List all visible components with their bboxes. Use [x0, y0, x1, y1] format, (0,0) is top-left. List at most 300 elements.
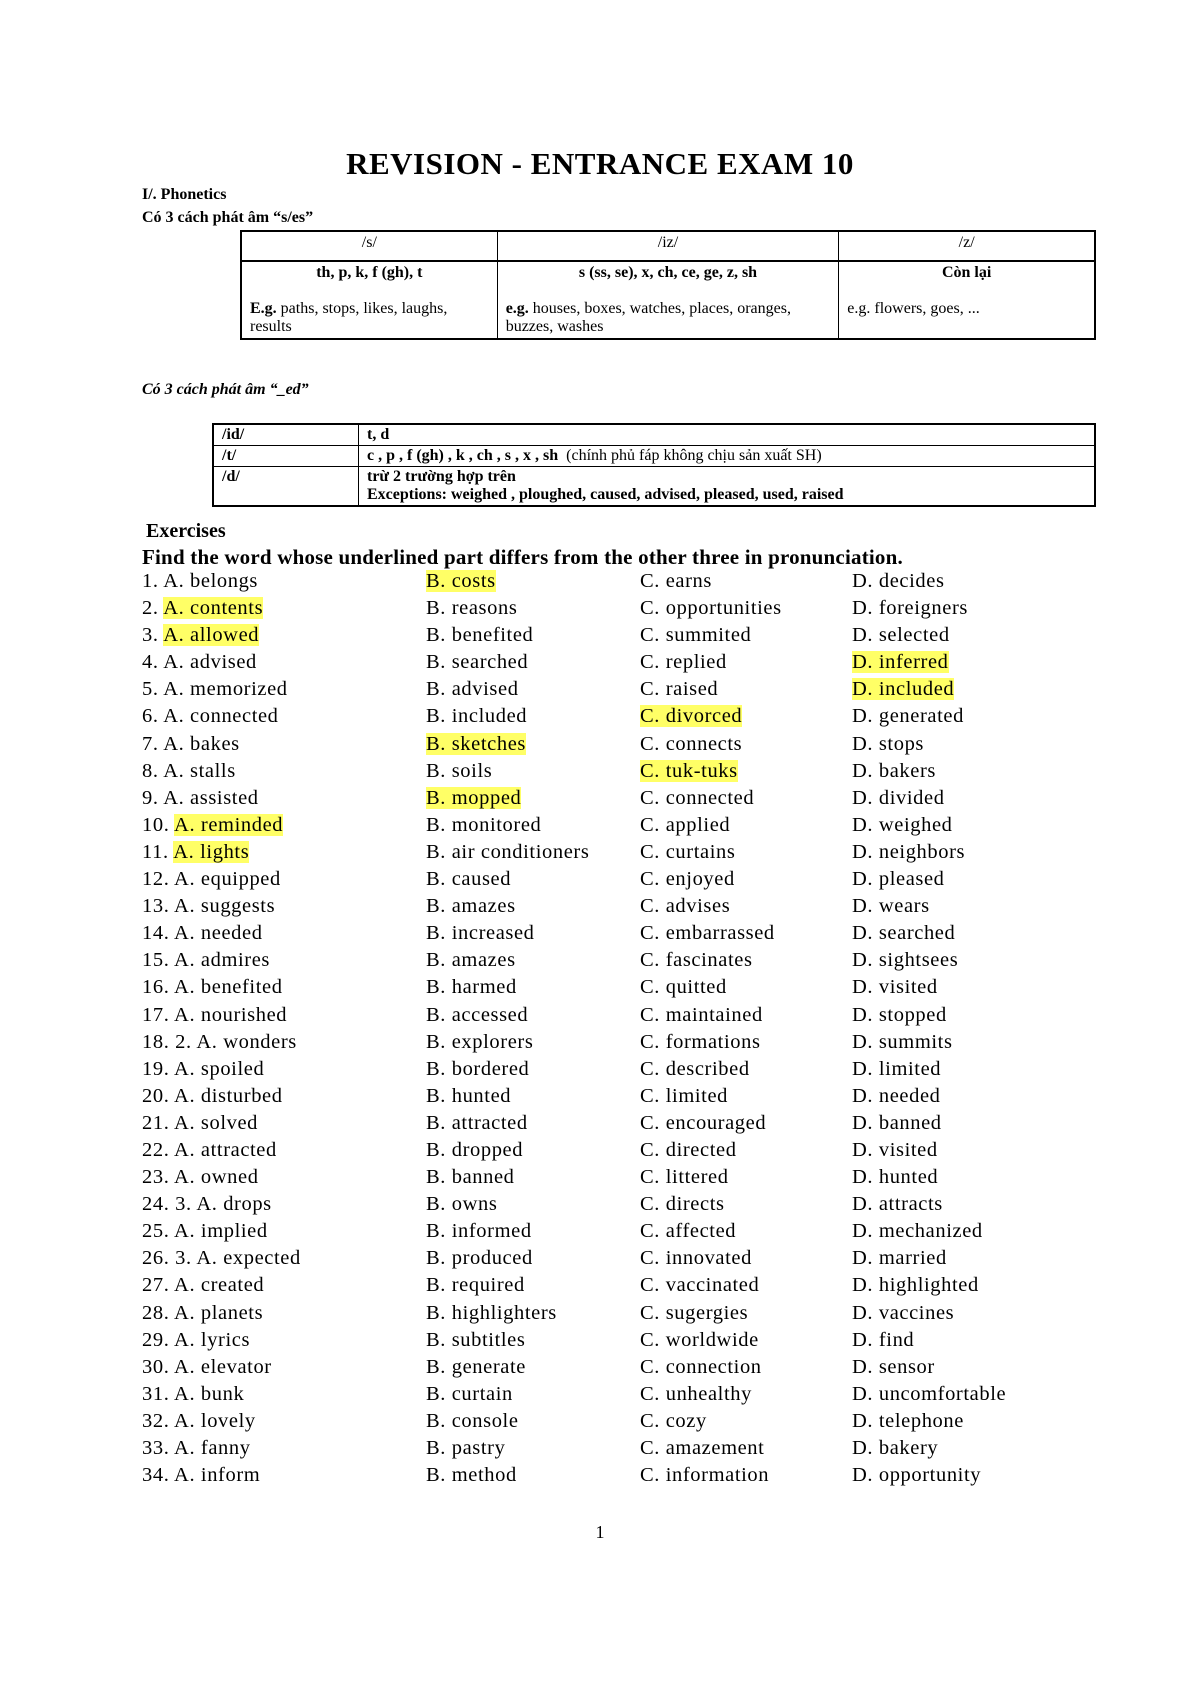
option-text: B. curtain [426, 1382, 513, 1405]
option-d [852, 841, 965, 864]
option-text: D. bakers [852, 759, 936, 782]
option-a [142, 1329, 250, 1352]
option-a [142, 1410, 256, 1433]
option-text: B. dropped [426, 1138, 524, 1161]
option-text: A. reminded [174, 813, 284, 836]
option-text: D. stopped [852, 1003, 947, 1026]
option-text: B. produced [426, 1247, 533, 1270]
option-d [852, 1274, 979, 1297]
question-row [142, 1464, 1142, 1491]
ed-row [213, 424, 1095, 446]
question-number: 34. [142, 1464, 170, 1487]
option-b [426, 1437, 505, 1460]
option-a [142, 1004, 287, 1027]
question-number: 26. [142, 1247, 170, 1270]
question-row [142, 976, 1142, 1003]
option-a [142, 570, 258, 593]
question-number: 17. [142, 1003, 170, 1026]
option-b [426, 814, 541, 837]
question-row [142, 1247, 1142, 1274]
ses-table [240, 230, 1096, 340]
option-text: C. vaccinated [640, 1274, 760, 1297]
option-b [426, 1058, 529, 1081]
option-c [640, 624, 751, 647]
question-number: 1. [142, 570, 159, 592]
option-text: D. weighed [852, 813, 953, 836]
question-row [142, 1410, 1142, 1437]
option-a [142, 1085, 283, 1108]
option-text: B. advised [426, 678, 519, 701]
question-number: 3. [142, 624, 159, 647]
option-text: B. increased [426, 922, 535, 945]
question-number: 5. [142, 678, 159, 701]
option-text: A. spoiled [174, 1057, 265, 1080]
question-row [142, 1139, 1142, 1166]
option-text: B. mopped [426, 786, 522, 809]
option-c [640, 1356, 762, 1379]
option-b [426, 1247, 533, 1270]
option-text: B. bordered [426, 1057, 530, 1080]
option-a [142, 1220, 268, 1243]
question-number: 33. [142, 1437, 170, 1459]
option-b [426, 597, 517, 620]
question-row [142, 1383, 1142, 1410]
option-d [852, 1004, 947, 1027]
question-number: 20. [142, 1084, 170, 1107]
option-b [426, 841, 589, 864]
question-row [142, 841, 1142, 868]
option-c [640, 976, 727, 999]
option-text: B. costs [426, 570, 496, 592]
option-text: D. needed [852, 1084, 941, 1107]
option-c [640, 1302, 748, 1325]
ed-rule-text: t, d [367, 426, 390, 443]
option-text: B. sketches [426, 732, 526, 755]
option-d [852, 949, 958, 972]
option-text: A. needed [174, 922, 263, 945]
option-text: B. explorers [426, 1030, 534, 1053]
option-c [640, 570, 712, 593]
question-number: 16. [142, 976, 170, 999]
option-text: D. neighbors [852, 840, 966, 863]
option-text: B. method [426, 1464, 517, 1487]
option-text: B. searched [426, 651, 529, 674]
option-d [852, 651, 949, 674]
option-text: B. required [426, 1274, 525, 1297]
ed-row [213, 467, 1095, 507]
option-text: C. innovated [640, 1247, 752, 1270]
option-c [640, 1058, 750, 1081]
option-text: B. caused [426, 868, 512, 891]
option-text: A. lovely [174, 1409, 256, 1432]
option-text: B. console [426, 1409, 519, 1432]
option-d [852, 868, 945, 891]
ed-rule-text: trừ 2 trường hợp trên [367, 468, 516, 485]
option-text: D. inferred [852, 651, 949, 674]
option-text: C. maintained [640, 1003, 763, 1026]
option-c [640, 949, 753, 972]
option-text: C. affected [640, 1220, 737, 1243]
option-text: B. hunted [426, 1084, 512, 1107]
option-text: C. cozy [640, 1409, 707, 1432]
option-a [142, 1112, 258, 1135]
option-d [852, 678, 954, 701]
section-heading-phonetics: I/. Phonetics [142, 186, 227, 203]
option-text: A. equipped [174, 868, 281, 891]
option-text: D. attracts [852, 1193, 943, 1216]
option-c [640, 651, 727, 674]
option-b [426, 1464, 517, 1487]
option-text: B. accessed [426, 1003, 529, 1026]
ses-rule: Còn lại [941, 264, 992, 281]
question-number: 4. [142, 651, 159, 674]
question-row [142, 1058, 1142, 1085]
option-a [142, 1302, 263, 1325]
option-c [640, 895, 730, 918]
ses-cell-iz [497, 261, 839, 339]
ses-example-prefix: E.g. [250, 300, 277, 317]
option-d [852, 787, 945, 810]
ses-example: paths, stops, likes, laughs, results [250, 300, 448, 335]
option-d [852, 922, 955, 945]
option-c [640, 1464, 769, 1487]
option-text: B. owns [426, 1193, 498, 1216]
question-row [142, 1220, 1142, 1247]
option-text: D. searched [852, 922, 956, 945]
option-text: C. connects [640, 732, 743, 755]
option-text: A. planets [174, 1301, 264, 1324]
question-row [142, 570, 1142, 597]
question-row [142, 760, 1142, 787]
option-a [142, 1274, 264, 1297]
option-c [640, 705, 742, 728]
question-row [142, 678, 1142, 705]
option-a [142, 922, 263, 945]
option-c [640, 678, 718, 701]
option-b [426, 1031, 533, 1054]
ed-exceptions: Exceptions: weighed , ploughed, caused, advised, pleased, used, raised [367, 486, 844, 503]
option-b [426, 787, 521, 810]
option-b [426, 895, 516, 918]
option-c [640, 1139, 737, 1162]
option-b [426, 976, 517, 999]
option-text: B. included [426, 705, 528, 728]
option-d [852, 597, 968, 620]
option-text: B. soils [426, 759, 493, 782]
option-a [142, 1437, 251, 1460]
option-a [142, 1383, 244, 1406]
ed-mnemonic: (chính phủ fáp không chịu sản xuất SH) [566, 447, 822, 464]
question-row [142, 1437, 1142, 1464]
ed-rule [359, 467, 1096, 507]
question-number: 11. [142, 840, 169, 863]
ed-sound: /d/ [213, 467, 359, 507]
question-number: 25. [142, 1220, 170, 1243]
option-d [852, 1085, 941, 1108]
option-b [426, 651, 528, 674]
option-b [426, 922, 535, 945]
option-text: C. summited [640, 624, 752, 647]
option-text: C. fascinates [640, 949, 753, 972]
option-b [426, 1220, 532, 1243]
option-b [426, 1329, 525, 1352]
option-b [426, 1410, 519, 1433]
option-text: D. banned [852, 1111, 942, 1134]
option-b [426, 705, 527, 728]
question-row [142, 1166, 1142, 1193]
option-text: D. uncomfortable [852, 1382, 1007, 1405]
page-number: 1 [595, 1522, 605, 1542]
option-text: C. divorced [640, 705, 743, 728]
option-text: B. pastry [426, 1437, 506, 1459]
option-text: C. amazement [640, 1437, 765, 1459]
option-text: D. hunted [852, 1166, 939, 1189]
option-text: D. bakery [852, 1437, 939, 1459]
option-text: D. limited [852, 1057, 942, 1080]
ses-example-prefix: e.g. [505, 300, 529, 317]
option-a [142, 895, 275, 918]
option-d [852, 1383, 1006, 1406]
question-row [142, 787, 1142, 814]
ed-rule-text: c , p , f (gh) , k , ch , s , x , sh [367, 447, 559, 464]
ses-example: houses, boxes, watches, places, oranges, buzzes, washes [505, 300, 791, 335]
option-text: C. tuk-tuks [640, 759, 738, 782]
exercise-instruction: Find the word whose underlined part differs from the other three in pronunciation. [142, 545, 903, 569]
option-text: B. attracted [426, 1111, 528, 1134]
option-d [852, 1464, 981, 1487]
ed-rule [359, 446, 1096, 467]
option-c [640, 1437, 764, 1460]
option-text: A. fanny [174, 1437, 251, 1459]
question-number: 7. [142, 732, 159, 755]
option-c [640, 1031, 761, 1054]
option-text: B. amazes [426, 949, 516, 972]
option-a [142, 705, 279, 728]
option-b [426, 1139, 523, 1162]
question-number: 14. [142, 922, 170, 945]
option-text: A. disturbed [174, 1084, 283, 1107]
option-text: D. sensor [852, 1355, 935, 1378]
ses-cell-z [839, 261, 1095, 339]
option-text: A. memorized [163, 678, 288, 701]
option-d [852, 1112, 942, 1135]
option-b [426, 949, 516, 972]
option-a [142, 976, 283, 999]
option-text: B. reasons [426, 597, 518, 620]
option-text: 3. A. expected [175, 1247, 301, 1270]
option-c [640, 1112, 766, 1135]
option-text: B. highlighters [426, 1301, 557, 1324]
question-number: 12. [142, 868, 170, 891]
option-d [852, 1166, 938, 1189]
question-row [142, 1274, 1142, 1301]
option-text: C. earns [640, 570, 712, 592]
option-text: A. admires [174, 949, 270, 972]
ses-header-s: /s/ [241, 231, 497, 261]
option-text: D. opportunity [852, 1464, 982, 1487]
option-b [426, 1193, 497, 1216]
ses-rule: s (ss, se), x, ch, ce, ge, z, sh [578, 264, 758, 281]
option-text: C. formations [640, 1030, 761, 1053]
option-text: D. mechanized [852, 1220, 983, 1243]
question-number: 30. [142, 1355, 170, 1378]
option-text: A. connected [163, 705, 279, 728]
option-text: D. visited [852, 1138, 938, 1161]
option-d [852, 1247, 947, 1270]
question-number: 27. [142, 1274, 170, 1297]
question-number: 18. [142, 1030, 170, 1053]
option-text: D. divided [852, 786, 945, 809]
option-c [640, 1410, 707, 1433]
option-text: A. belongs [163, 570, 259, 592]
option-a [142, 1058, 264, 1081]
option-text: D. stops [852, 732, 925, 755]
option-text: 3. A. drops [175, 1193, 272, 1216]
question-number: 32. [142, 1409, 170, 1432]
exercises-title: Exercises [146, 520, 226, 542]
option-c [640, 868, 735, 891]
option-text: D. highlighted [852, 1274, 979, 1297]
ed-rule [359, 424, 1096, 446]
option-b [426, 1274, 525, 1297]
option-c [640, 1166, 729, 1189]
option-d [852, 814, 953, 837]
question-row [142, 705, 1142, 732]
question-number: 6. [142, 705, 159, 728]
question-number: 24. [142, 1193, 170, 1216]
option-text: A. assisted [163, 786, 259, 809]
option-text: 2. A. wonders [175, 1030, 297, 1053]
option-c [640, 1274, 759, 1297]
option-text: C. enjoyed [640, 868, 735, 891]
question-number: 22. [142, 1138, 170, 1161]
question-row [142, 895, 1142, 922]
question-row [142, 1112, 1142, 1139]
option-c [640, 597, 782, 620]
option-text: C. connection [640, 1355, 762, 1378]
option-a [142, 949, 270, 972]
option-d [852, 1410, 964, 1433]
option-a [142, 1247, 301, 1270]
option-text: A. solved [174, 1111, 259, 1134]
option-a [142, 868, 281, 891]
option-text: D. sightsees [852, 949, 959, 972]
option-d [852, 733, 924, 756]
option-text: C. littered [640, 1166, 729, 1189]
question-number: 19. [142, 1057, 170, 1080]
question-row [142, 949, 1142, 976]
option-d [852, 705, 964, 728]
question-row [142, 733, 1142, 760]
option-text: C. directed [640, 1138, 737, 1161]
option-c [640, 1383, 752, 1406]
option-text: C. embarrassed [640, 922, 775, 945]
option-c [640, 760, 738, 783]
option-b [426, 733, 526, 756]
option-text: D. decides [852, 570, 945, 592]
ses-cell-s [241, 261, 497, 339]
question-number: 15. [142, 949, 170, 972]
option-c [640, 787, 754, 810]
question-row [142, 1004, 1142, 1031]
option-d [852, 1058, 941, 1081]
option-c [640, 1004, 763, 1027]
option-text: B. subtitles [426, 1328, 526, 1351]
option-d [852, 1193, 943, 1216]
option-text: A. advised [163, 651, 257, 674]
question-row [142, 1031, 1142, 1058]
option-b [426, 760, 492, 783]
option-b [426, 1356, 526, 1379]
question-number: 23. [142, 1166, 170, 1189]
question-row [142, 814, 1142, 841]
option-a [142, 597, 263, 620]
option-text: D. telephone [852, 1409, 964, 1432]
option-text: B. amazes [426, 895, 516, 918]
option-a [142, 651, 257, 674]
option-d [852, 570, 945, 593]
option-text: C. directs [640, 1193, 725, 1216]
question-row [142, 624, 1142, 651]
option-text: B. harmed [426, 976, 517, 999]
option-a [142, 1031, 297, 1054]
option-d [852, 976, 938, 999]
question-row [142, 1302, 1142, 1329]
question-number: 13. [142, 895, 170, 918]
option-text: A. created [174, 1274, 265, 1297]
option-text: A. attracted [174, 1138, 277, 1161]
option-c [640, 841, 735, 864]
option-d [852, 760, 936, 783]
ses-rule: th, p, k, f (gh), t [316, 264, 423, 281]
option-d [852, 1356, 935, 1379]
option-text: A. suggests [174, 895, 276, 918]
option-text: D. selected [852, 624, 950, 647]
option-text: C. encouraged [640, 1111, 767, 1134]
option-d [852, 1139, 938, 1162]
option-c [640, 922, 775, 945]
option-d [852, 1031, 953, 1054]
question-row [142, 597, 1142, 624]
option-text: B. informed [426, 1220, 532, 1243]
option-text: C. raised [640, 678, 719, 701]
option-text: B. benefited [426, 624, 534, 647]
option-c [640, 1193, 725, 1216]
option-text: C. worldwide [640, 1328, 759, 1351]
question-number: 21. [142, 1111, 170, 1134]
option-b [426, 678, 519, 701]
option-text: A. nourished [174, 1003, 288, 1026]
option-text: C. opportunities [640, 597, 782, 620]
option-text: D. wears [852, 895, 930, 918]
option-a [142, 733, 240, 756]
option-text: A. implied [174, 1220, 268, 1243]
ed-row [213, 446, 1095, 467]
question-row [142, 1085, 1142, 1112]
question-number: 31. [142, 1382, 170, 1405]
option-text: A. allowed [163, 624, 260, 647]
option-text: A. bunk [174, 1382, 245, 1405]
ses-example: e.g. flowers, goes, ... [847, 300, 980, 317]
option-text: B. monitored [426, 813, 542, 836]
option-text: C. described [640, 1057, 750, 1080]
option-b [426, 624, 533, 647]
option-b [426, 1004, 528, 1027]
question-number: 29. [142, 1328, 170, 1351]
option-b [426, 1112, 528, 1135]
option-b [426, 570, 496, 593]
option-d [852, 1437, 938, 1460]
